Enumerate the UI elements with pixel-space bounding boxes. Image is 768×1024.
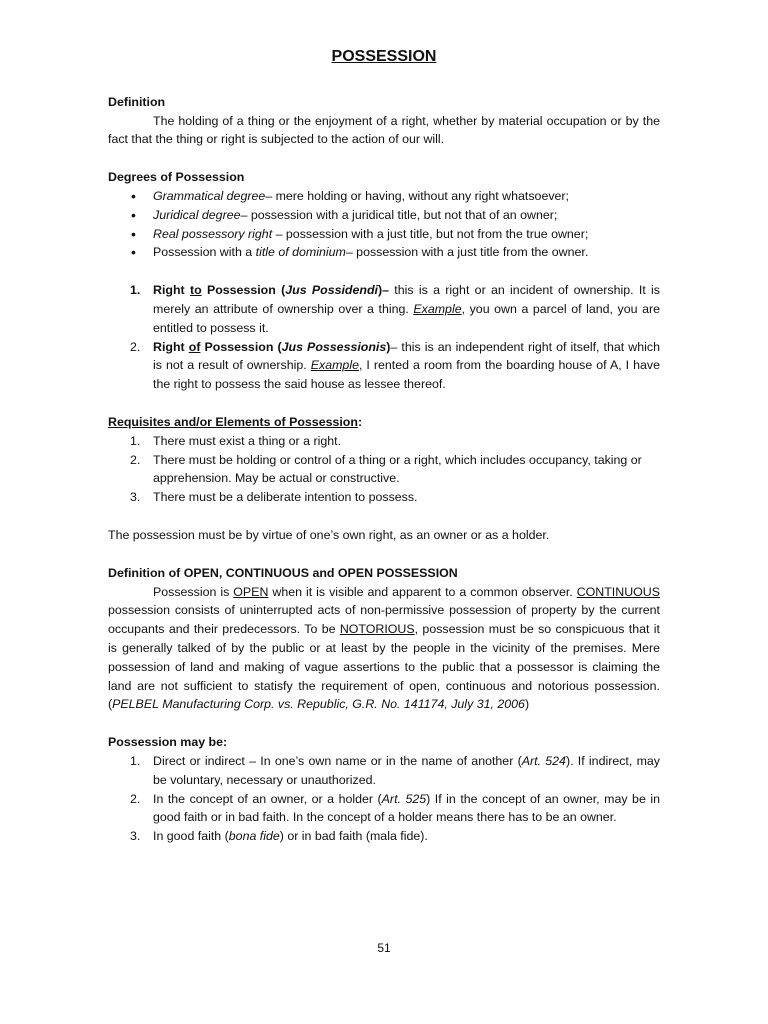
list-item: • Grammatical degree– mere holding or having, without any right whatsoever;: [108, 187, 660, 206]
list-item: 2. There must be holding or control of a thing or a right, which includes occupancy, taking or apprehension. May be actual or constructive.: [130, 452, 642, 486]
list-item: 1. Direct or indirect – In one’s own name or in the name of another (Art. 524). If indirect, may be voluntary, necessary or unauthorized.: [130, 753, 660, 787]
degrees-heading: Degrees of Possession: [108, 170, 245, 185]
requisites-heading: Requisites and/or Elements of Possession:: [108, 414, 363, 429]
list-item: 1. There must exist a thing or a right.: [130, 433, 342, 448]
list-item: 3. There must be a deliberate intention to possess.: [130, 490, 418, 505]
list-item: • Juridical degree– possession with a juridical title, but not that of an owner;: [108, 206, 660, 225]
degrees-list: [108, 187, 660, 262]
list-item: 3. In good faith (bona fide) or in bad faith (mala fide).: [130, 829, 428, 844]
page-number: 51: [377, 941, 391, 955]
list-item: 2. In the concept of an owner, or a holder (Art. 525) If in the concept of an owner, may be in good faith or in bad faith. In the concept of a holder means there has to be an owner.: [130, 791, 660, 825]
may-be-heading: Possession may be:: [108, 735, 228, 750]
open-definition-heading: Definition of OPEN, CONTINUOUS and OPEN POSSESSION: [108, 565, 458, 580]
open-definition-text: Possession is OPEN when it is visible and apparent to a common observer. CONTINUOUS possession consists of uninterrupted acts of non-permissive possession of property by the current occupants and their predecessors. To be NOTORIOUS, possession must be so conspicuous that it is generally talked of by the public or at least by the people in the vicinity of the premises. Mere possession of land and making of vague assertions to the public that a possessor is claiming the land are not sufficient to statisfy the requirement of open, continuous and notorious possession. (PELBEL Manufacturing Corp. vs. Republic, G.R. No. 141174, July 31, 2006): [108, 584, 660, 712]
page-title: POSSESSION: [331, 48, 437, 65]
document-page: [108, 48, 660, 846]
definition-heading: Definition: [108, 94, 166, 109]
list-item: 1. Right to Possession (Jus Possidendi)– this is a right or an incident of ownership. It is merely an attribute of ownership over a thing. Example, you own a parcel of land, you are entitled to possess it.: [130, 283, 660, 335]
list-item: • Possession with a title of dominium– possession with a just title from the owner.: [108, 243, 660, 262]
requisites-list: [108, 432, 660, 507]
rights-list: [108, 281, 660, 394]
list-item: 2. Right of Possession (Jus Possessionis)– this is an independent right of itself, that which is not a result of ownership. Example, I rented a room from the boarding house of A, I have the right to possess the said house as lessee thereof.: [130, 339, 661, 392]
list-item: • Real possessory right – possession with a just title, but not from the true owner;: [108, 225, 660, 244]
may-be-list: [108, 752, 660, 846]
definition-text: The holding of a thing or the enjoyment of a right, whether by material occupation or by the fact that the thing or right is subjected to the action of our will.: [108, 113, 660, 147]
virtue-text: The possession must be by virtue of one’s own right, as an owner or as a holder.: [108, 527, 550, 542]
